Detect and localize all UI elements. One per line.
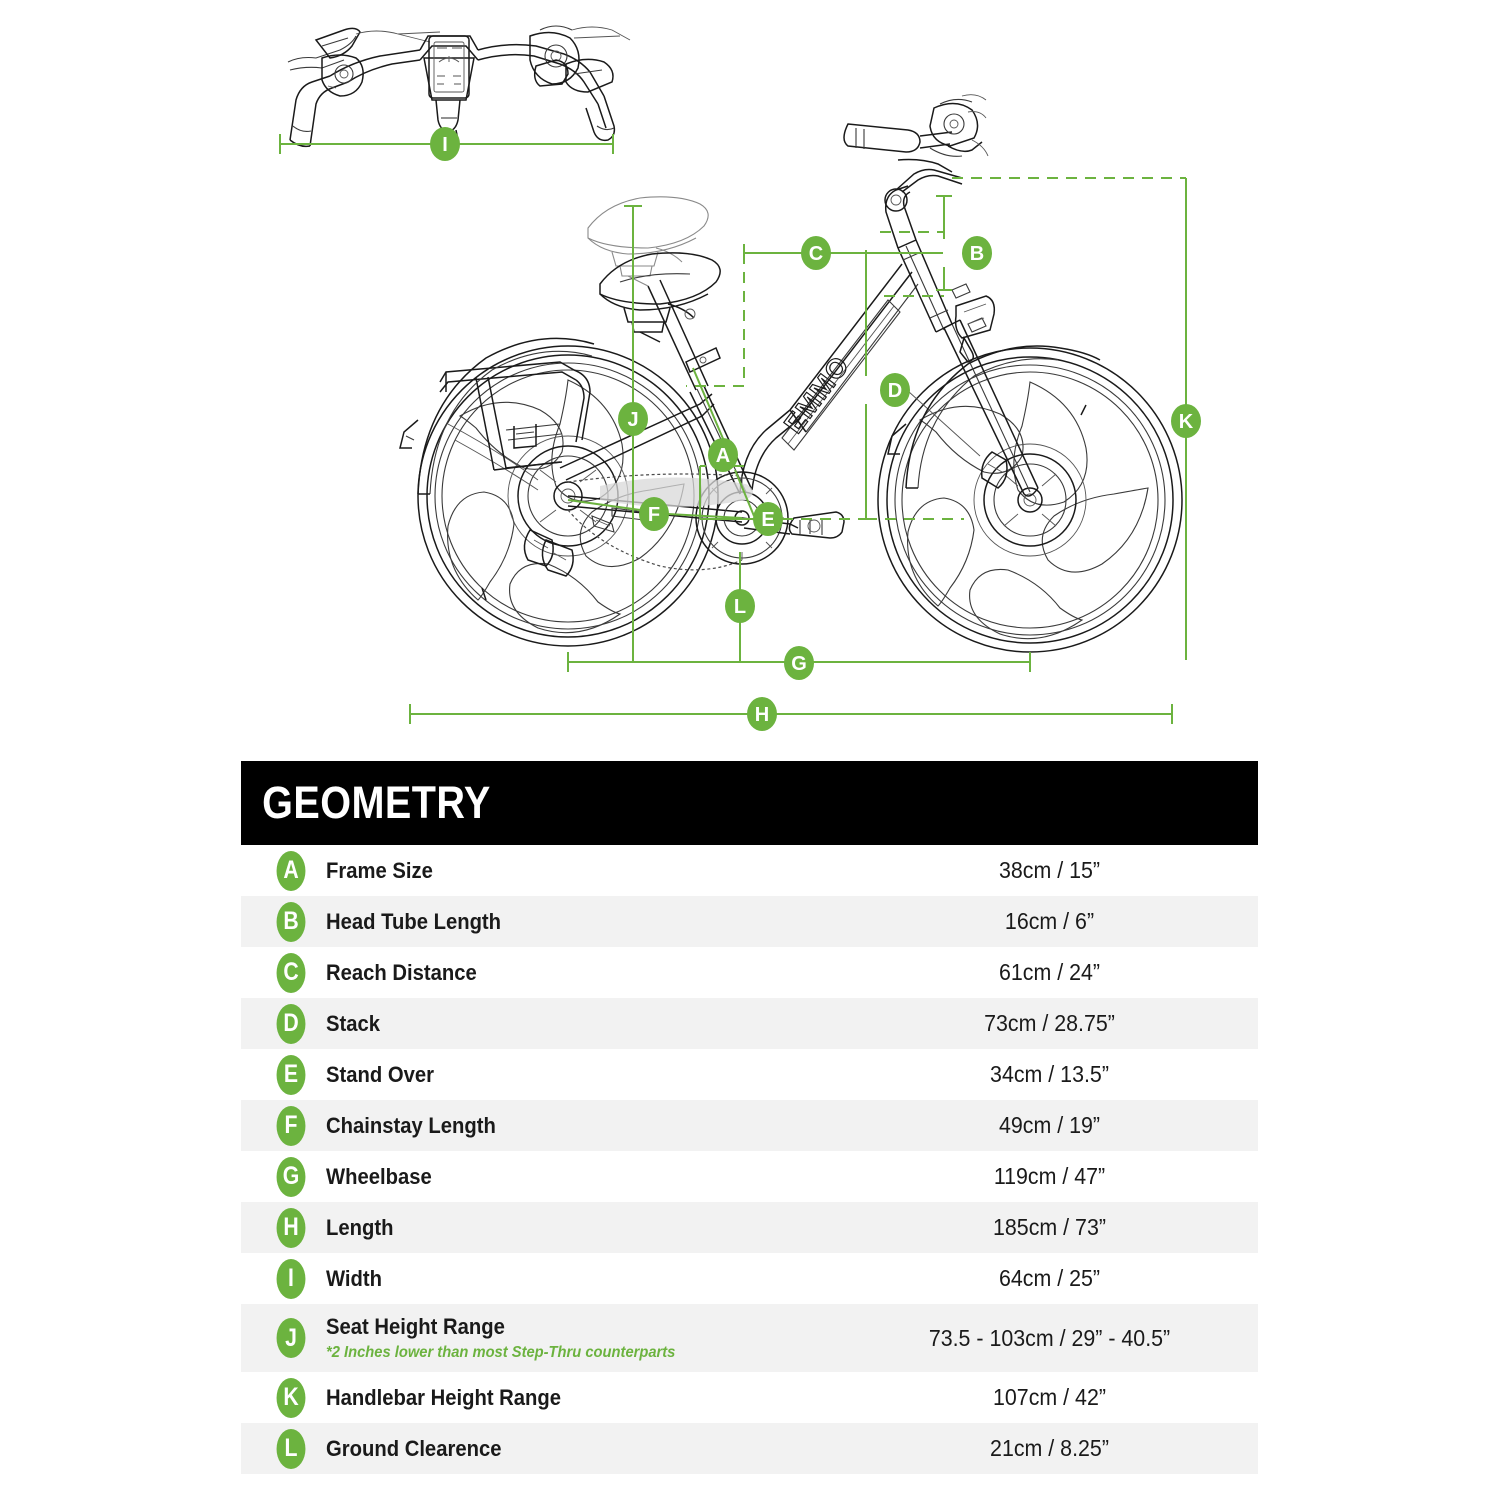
marker-label: B bbox=[969, 243, 985, 265]
marker-label: L bbox=[733, 596, 747, 618]
row-label: Stand Over bbox=[326, 1061, 434, 1087]
marker-label: K bbox=[1178, 411, 1194, 433]
row-key-badge: C bbox=[277, 953, 306, 993]
marker-label: G bbox=[791, 653, 807, 675]
marker-label: I bbox=[442, 134, 448, 156]
saddle-high-ghost bbox=[588, 197, 708, 286]
row-label-group bbox=[326, 1113, 926, 1139]
table-row bbox=[241, 1049, 1258, 1100]
saddle-low bbox=[600, 253, 720, 342]
row-label: Stack bbox=[326, 1010, 381, 1036]
marker-label: C bbox=[808, 243, 824, 265]
row-label-group bbox=[326, 909, 926, 935]
row-value: 38cm / 15” bbox=[998, 857, 1101, 883]
table-row bbox=[241, 1372, 1258, 1423]
emmo-brand-logo bbox=[778, 350, 855, 438]
diagram-marker-C bbox=[801, 236, 831, 270]
marker-label: A bbox=[715, 445, 731, 467]
row-label-group bbox=[326, 1436, 926, 1462]
row-label-group bbox=[326, 1266, 926, 1292]
row-label: Seat Height Range bbox=[326, 1314, 505, 1339]
row-label: Chainstay Length bbox=[326, 1112, 496, 1138]
row-label: Wheelbase bbox=[326, 1163, 432, 1189]
row-label-group bbox=[326, 1062, 926, 1088]
row-label: Handlebar Height Range bbox=[326, 1384, 562, 1410]
row-value: 107cm / 42” bbox=[993, 1384, 1106, 1410]
row-value: 61cm / 24” bbox=[998, 959, 1101, 985]
row-key-badge: E bbox=[277, 1055, 306, 1095]
svg-text:EMMO: EMMO bbox=[778, 350, 856, 439]
geometry-table bbox=[241, 761, 1258, 1474]
row-value: 64cm / 25” bbox=[998, 1265, 1101, 1291]
diagram-marker-B bbox=[962, 236, 992, 270]
diagram-marker-I bbox=[430, 127, 460, 161]
diagram-marker-F bbox=[639, 497, 669, 531]
row-key-badge: G bbox=[277, 1157, 306, 1197]
table-row bbox=[241, 998, 1258, 1049]
diagram-marker-badges bbox=[430, 127, 1201, 731]
table-row bbox=[241, 1423, 1258, 1474]
row-label: Width bbox=[326, 1265, 383, 1291]
row-key-badge: I bbox=[277, 1259, 306, 1299]
row-label-group bbox=[326, 1314, 926, 1362]
table-row bbox=[241, 1202, 1258, 1253]
row-label-group bbox=[326, 1011, 926, 1037]
front-fender bbox=[888, 346, 1100, 488]
marker-label: H bbox=[754, 704, 770, 726]
page-title: GEOMETRY bbox=[262, 777, 491, 828]
row-label-group bbox=[326, 1215, 926, 1241]
diagram-marker-G bbox=[784, 646, 814, 680]
row-value: 21cm / 8.25” bbox=[990, 1435, 1109, 1461]
table-row bbox=[241, 845, 1258, 896]
row-label-group bbox=[326, 960, 926, 986]
row-value: 185cm / 73” bbox=[993, 1214, 1106, 1240]
diagram-marker-D bbox=[880, 373, 910, 407]
row-key-badge: D bbox=[277, 1004, 306, 1044]
row-label: Length bbox=[326, 1214, 394, 1240]
marker-label: D bbox=[887, 380, 903, 402]
marker-label: F bbox=[647, 504, 661, 526]
row-value: 16cm / 6” bbox=[1004, 908, 1095, 934]
row-value: 73cm / 28.75” bbox=[984, 1010, 1115, 1036]
row-key-badge: H bbox=[277, 1208, 306, 1248]
marker-label: J bbox=[627, 409, 639, 431]
diagram-marker-K bbox=[1171, 404, 1201, 438]
row-label: Reach Distance bbox=[326, 959, 477, 985]
row-label: Frame Size bbox=[326, 857, 433, 883]
row-value: 49cm / 19” bbox=[998, 1112, 1101, 1138]
geometry-table-header bbox=[241, 761, 1258, 845]
geometry-table-body bbox=[241, 845, 1258, 1474]
table-row bbox=[241, 1151, 1258, 1202]
row-label: Head Tube Length bbox=[326, 908, 502, 934]
row-label-group bbox=[326, 858, 926, 884]
marker-label: E bbox=[761, 509, 775, 531]
diagram-marker-L bbox=[725, 589, 755, 623]
diagram-marker-E bbox=[753, 502, 783, 536]
row-value: 34cm / 13.5” bbox=[990, 1061, 1109, 1087]
table-row bbox=[241, 947, 1258, 998]
row-label-group bbox=[326, 1164, 926, 1190]
row-key-badge: J bbox=[277, 1318, 306, 1358]
table-row bbox=[241, 896, 1258, 947]
row-key-badge: L bbox=[277, 1429, 306, 1469]
dimension-lines bbox=[410, 178, 1186, 724]
row-key-badge: K bbox=[277, 1378, 306, 1418]
diagram-marker-J bbox=[618, 402, 648, 436]
bike-side-view bbox=[400, 95, 1201, 731]
diagram-marker-H bbox=[747, 697, 777, 731]
row-value: 119cm / 47” bbox=[993, 1163, 1106, 1189]
row-value: 73.5 - 103cm / 29” - 40.5” bbox=[928, 1324, 1171, 1351]
row-key-badge: B bbox=[277, 902, 306, 942]
front-wheel bbox=[878, 348, 1182, 652]
table-row bbox=[241, 1253, 1258, 1304]
table-row bbox=[241, 1304, 1258, 1372]
row-label: Ground Clearence bbox=[326, 1435, 502, 1461]
diagram-marker-A bbox=[708, 438, 738, 472]
row-note: *2 Inches lower than most Step-Thru counterparts bbox=[326, 1344, 676, 1361]
row-label-group bbox=[326, 1385, 926, 1411]
row-key-badge: A bbox=[277, 851, 306, 891]
table-row bbox=[241, 1100, 1258, 1151]
row-key-badge: F bbox=[277, 1106, 306, 1146]
